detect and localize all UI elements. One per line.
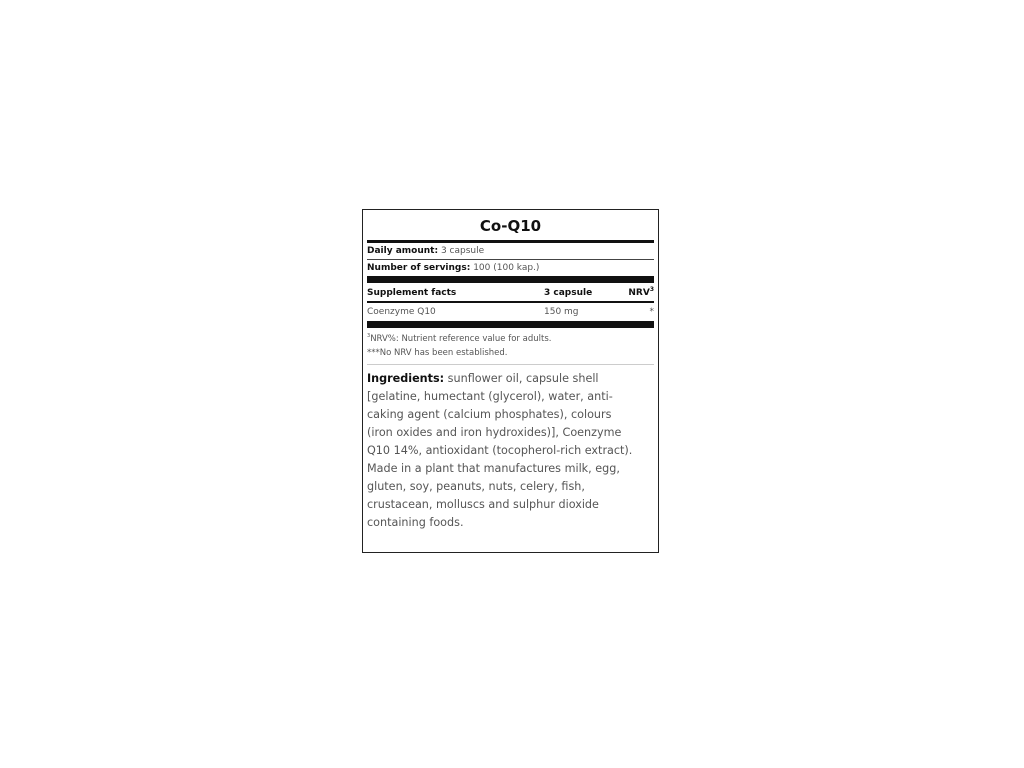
facts-row-nrv: *: [649, 307, 654, 317]
facts-header-row: [367, 283, 654, 301]
footnote-nrv: [367, 332, 654, 346]
footnote-superscript: 3: [367, 333, 371, 340]
footnote-no-nrv: ***No NRV has been established.: [367, 348, 508, 358]
daily-amount-label: Daily amount:: [367, 246, 439, 256]
product-title: Co-Q10: [479, 217, 542, 235]
ingredients-text: sunflower oil, capsule shell [gelatine, humectant (glycerol), water, anti-caking agent (calcium phosphates), colours (iron oxides and iron hydroxides)], Coenzyme Q10 14%, antioxidant (tocopherol-rich extract). Made in a plant that manufactures milk, egg, gluten, soy, peanuts, nuts, celery, fish, crustacean, molluscs and sulphur dioxide containing foods.: [367, 372, 633, 529]
facts-row-name: Coenzyme Q10: [367, 307, 436, 317]
facts-header-name: Supplement facts: [367, 288, 457, 298]
facts-row-amount: 150 mg: [544, 307, 579, 317]
ingredients-label: Ingredients:: [367, 372, 445, 385]
daily-amount-value: 3 capsule: [440, 246, 485, 256]
supplement-label: [362, 209, 659, 553]
ingredients-paragraph: [367, 370, 654, 532]
daily-amount-row: [367, 243, 654, 259]
section-bar: [367, 321, 654, 328]
facts-header-nrv: [624, 283, 654, 301]
notes-divider: [367, 364, 654, 365]
servings-value: 100 (100 kap.): [473, 263, 540, 273]
section-bar: [367, 276, 654, 283]
facts-header-amount: 3 capsule: [544, 288, 593, 298]
table-row: [367, 303, 654, 321]
footnotes: [367, 332, 654, 364]
nrv-superscript: 3: [649, 286, 654, 293]
servings-row: [367, 260, 654, 276]
footnote-nrv-text: NRV%: Nutrient reference value for adults.: [370, 334, 552, 344]
servings-label: Number of servings:: [367, 263, 471, 273]
nrv-label: NRV: [628, 288, 650, 298]
